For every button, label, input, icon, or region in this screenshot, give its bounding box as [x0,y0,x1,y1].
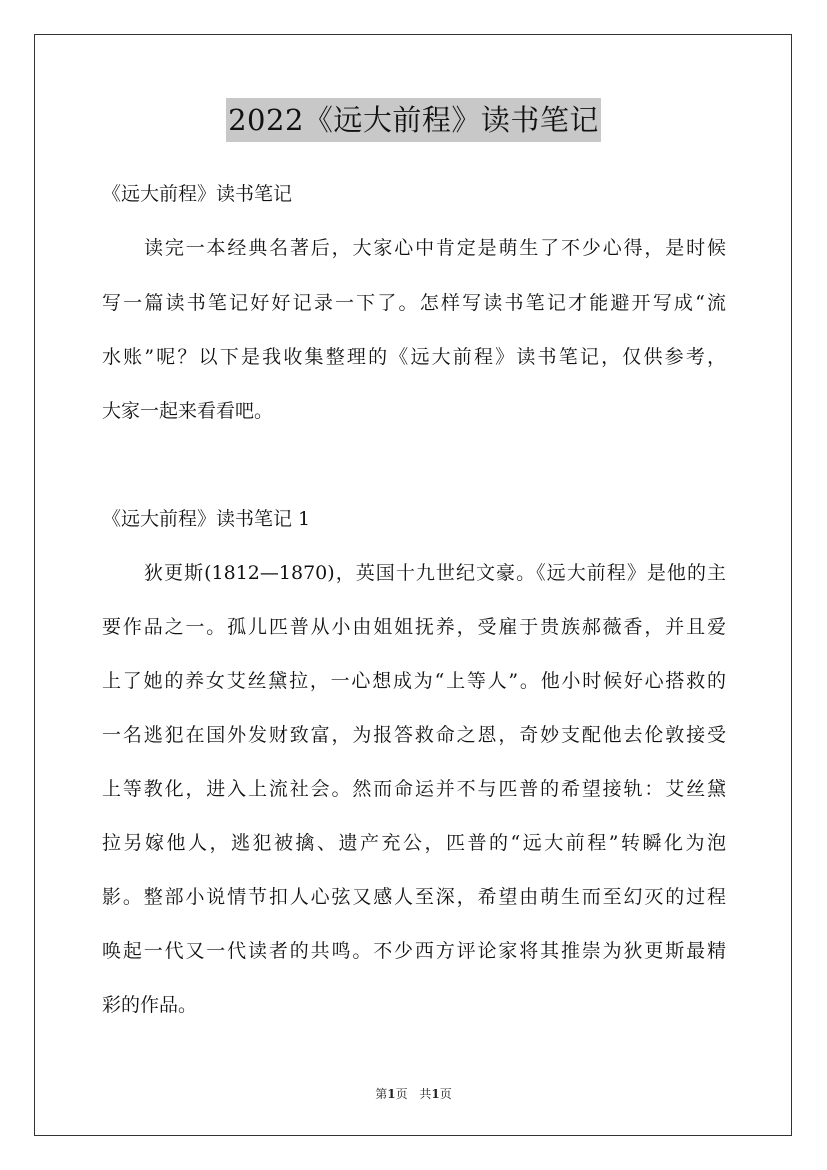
body-line-8: 唤起一代又一代读者的共鸣。不少西方评论家将其推崇为狄更斯最精 [102,940,726,962]
document-title: 2022《远大前程》读书笔记 [226,98,601,142]
page-number: 1 [387,1087,396,1101]
body-line-9: 彩的作品。 [102,994,198,1016]
page-suffix: 页 [395,1087,408,1101]
body-line-5: 上等教化，进入上流社会。然而命运并不与匹普的希望接轨：艾丝黛 [102,778,726,800]
body-line-7: 影。整部小说情节扣人心弦又感人至深，希望由萌生而至幻灭的过程 [102,886,726,908]
body-line-4: 一名逃犯在国外发财致富，为报答救命之恩，奇妙支配他去伦敦接受 [102,724,726,746]
document-heading: 《远大前程》读书笔记 [102,183,293,205]
title-wrapper [0,98,827,142]
total-prefix: 共 [419,1087,432,1101]
intro-line-1: 读完一本经典名著后，大家心中肯定是萌生了不少心得，是时候 [144,237,726,259]
section-heading: 《远大前程》读书笔记 1 [102,508,311,530]
total-number: 1 [431,1087,440,1101]
page-indicator [375,1087,407,1101]
intro-line-4: 大家一起来看看吧。 [102,400,274,422]
body-line-3: 上了她的养女艾丝黛拉，一心想成为“上等人”。他小时候好心搭救的 [102,670,726,692]
page-prefix: 第 [375,1087,388,1101]
body-line-1: 狄更斯(1812—1870)，英国十九世纪文豪。《远大前程》是他的主 [144,562,726,584]
total-indicator [419,1087,451,1101]
body-line-2: 要作品之一。孤儿匹普从小由姐姐抚养，受雇于贵族郝薇香，并且爱 [102,616,726,638]
total-suffix: 页 [439,1087,452,1101]
page-footer [0,1086,827,1102]
intro-line-3: 水账”呢？以下是我收集整理的《远大前程》读书笔记，仅供参考， [102,346,726,368]
intro-line-2: 写一篇读书笔记好好记录一下了。怎样写读书笔记才能避开写成“流 [102,292,726,314]
body-line-6: 拉另嫁他人，逃犯被擒、遗产充公，匹普的“远大前程”转瞬化为泡 [102,832,726,854]
